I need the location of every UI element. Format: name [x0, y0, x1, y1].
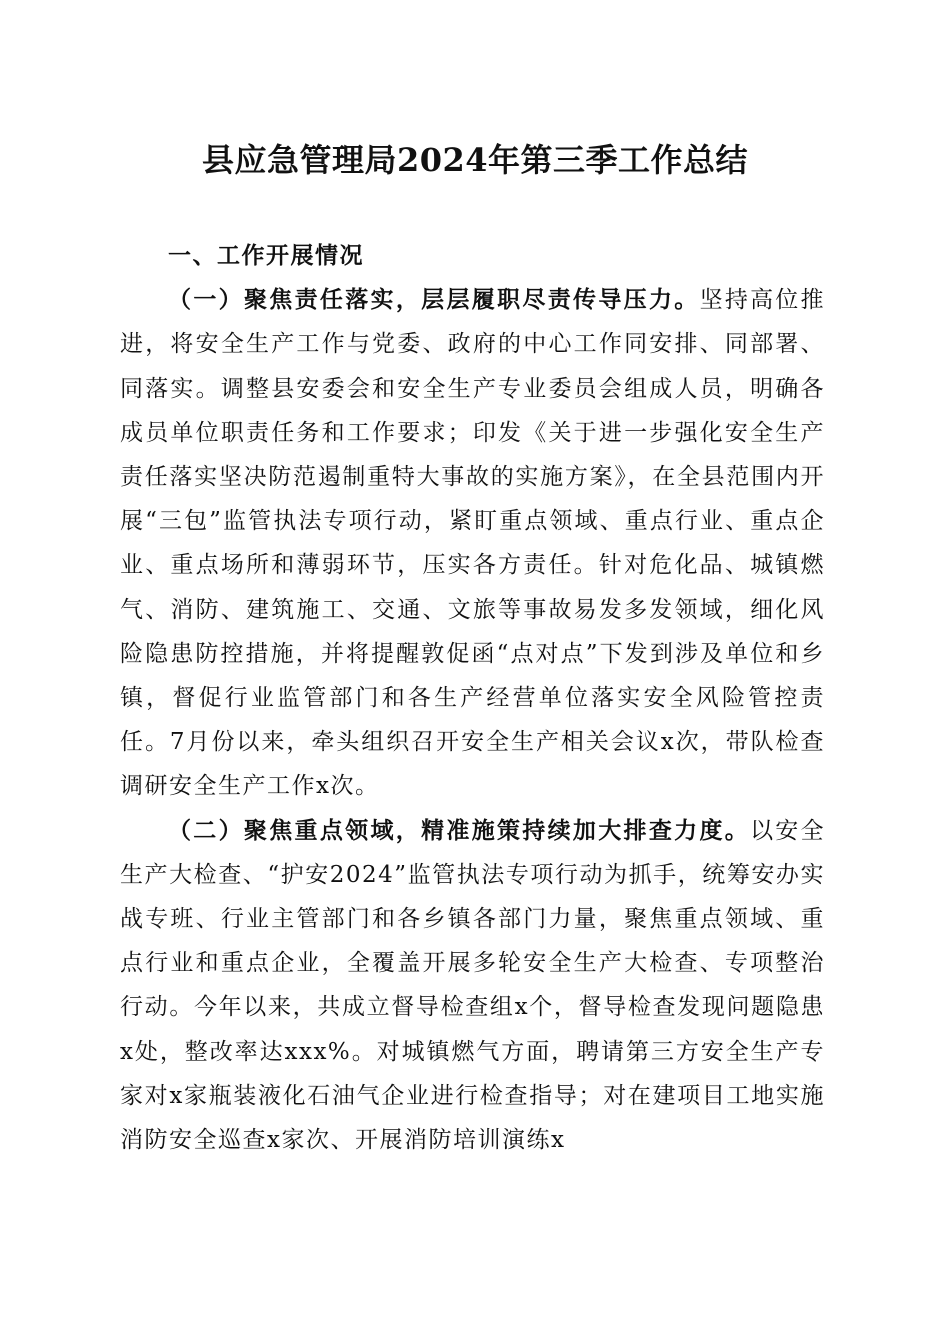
- document-body: [120, 234, 825, 1162]
- paragraph-lead: （二）聚焦重点领域，精准施策持续加大排查力度。: [168, 817, 751, 844]
- paragraph-responsibility: [120, 278, 825, 808]
- paragraph-lead: （一）聚焦责任落实，层层履职尽责传导压力。: [168, 287, 700, 314]
- paragraph-body: 以安全生产大检查、“护安2024”监管执法专项行动为抓手，统筹安办实战专班、行业主管部门和各乡镇各部门力量，聚焦重点领域、重点行业和重点企业，全覆盖开展多轮安全生产大检查、专项整治行动。今年以来，共成立督导检查组x个，督导检查发现问题隐患x处，整改率达xxx%。对城镇燃气方面，聘请第三方安全生产专家对x家瓶装液化石油气企业进行检查指导；对在建项目工地实施消防安全巡查x家次、开展消防培训演练x: [120, 817, 825, 1154]
- paragraph-body: 坚持高位推进，将安全生产工作与党委、政府的中心工作同安排、同部署、同落实。调整县安委会和安全生产专业委员会组成人员，明确各成员单位职责任务和工作要求；印发《关于进一步强化安全生产责任落实坚决防范遏制重特大事故的实施方案》，在全县范围内开展“三包”监管执法专项行动，紧盯重点领域、重点行业、重点企业、重点场所和薄弱环节，压实各方责任。针对危化品、城镇燃气、消防、建筑施工、交通、文旅等事故易发多发领域，细化风险隐患防控措施，并将提醒敦促函“点对点”下发到涉及单位和乡镇，督促行业监管部门和各生产经营单位落实安全风险管控责任。7月份以来，牵头组织召开安全生产相关会议x次，带队检查调研安全生产工作x次。: [120, 287, 826, 800]
- document-title: 县应急管理局2024年第三季工作总结: [201, 141, 749, 179]
- section-heading: 一、工作开展情况: [168, 243, 364, 269]
- paragraph-key-areas: [120, 809, 825, 1163]
